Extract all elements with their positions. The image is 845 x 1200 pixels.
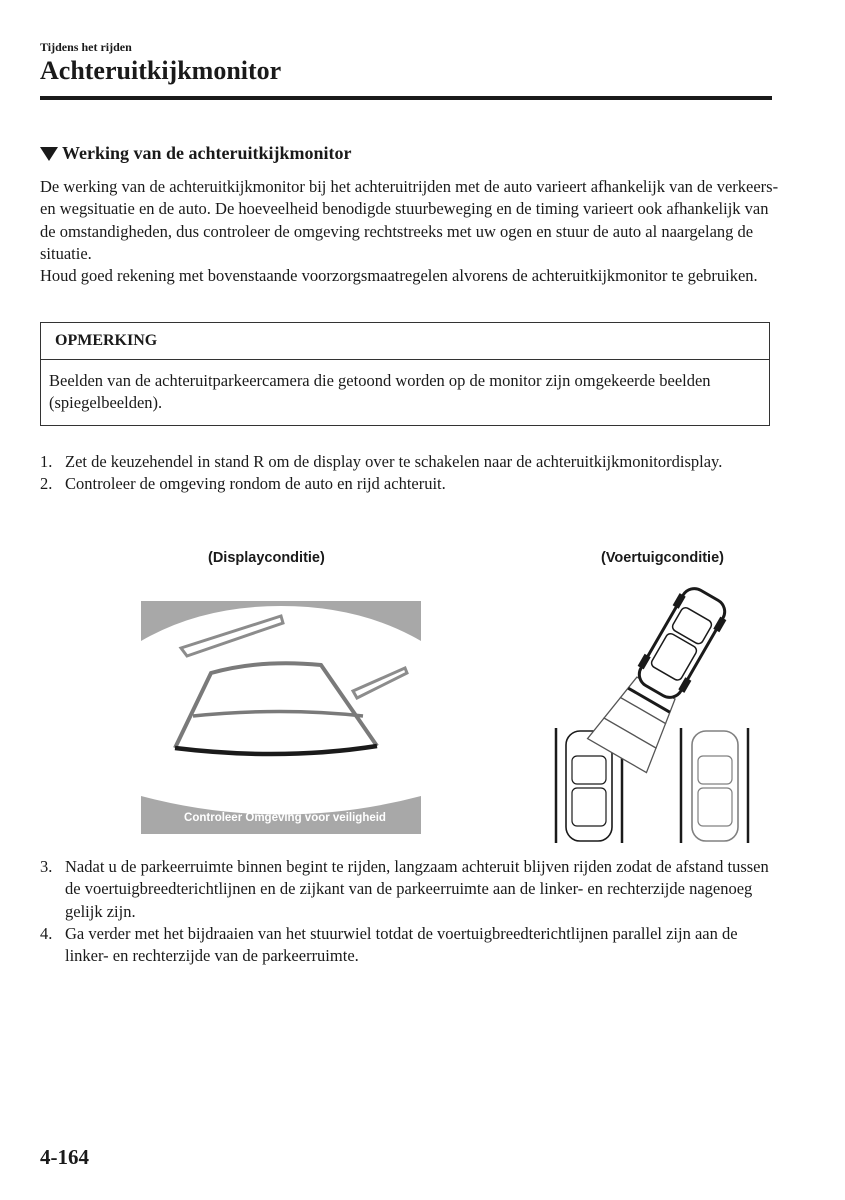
list-item [40,856,780,923]
note-text: Beelden van de achteruitparkeercamera die getoond worden op de monitor zijn omgekeerde beelden (spiegelbeelden). [49,371,711,413]
triangle-bullet-icon [40,147,58,161]
step-text: Controleer de omgeving rondom de auto en rijd achteruit. [65,474,446,494]
rear-camera-display-illustration [141,601,421,834]
display-caption: Controleer Omgeving voor veiligheid [184,812,386,824]
step-text: Zet de keuzehendel in stand R om de display over te schakelen naar de achteruitkijkmonitordisplay. [65,452,723,471]
intro-paragraph: De werking van de achteruitkijkmonitor bij het achteruitrijden met de auto varieert afhankelijk van de verkeers- en wegsituatie en de auto. De hoeveelheid benodigde stuurbeweging en de timing varieert ook afhankelijk van de omstandigheden, dus controleer de omgeving rechtstreeks met uw ogen en stuur de auto al naargelang de situatie. [40,177,779,263]
intro-paragraph: Houd goed rekening met bovenstaande voorzorgsmaatregelen alvorens de achteruitkijkmonitor te gebruiken. [40,266,758,286]
step-text: Nadat u de parkeerruimte binnen begint te rijden, langzaam achteruit blijven rijden zodat de afstand tussen de voertuigbreedterichtlijnen en de zijkant van de parkeerruimte aan de linker- en rechterzijde nagenoeg gelijk zijn. [65,857,769,921]
list-item [40,473,780,495]
page-title: Achteruitkijkmonitor [40,56,282,85]
steps-list-bottom [40,856,780,967]
step-number: 3. [40,857,53,876]
step-text: Ga verder met het bijdraaien van het stuurwiel totdat de voertuigbreedterichtlijnen parallel zijn aan de linker- en rechterzijde van de parkeerruimte. [65,923,738,966]
note-heading: OPMERKING [41,323,769,360]
page-number: 4-164 [40,1145,89,1169]
section-label: Tijdens het rijden [40,40,132,54]
steps-list-top [40,451,780,496]
step-number: 4. [40,923,53,943]
step-number: 1. [40,452,53,471]
title-rule [40,96,772,100]
list-item [40,923,780,968]
parked-car-right [692,731,738,841]
note-box [40,322,770,426]
display-condition-label: (Displayconditie) [208,550,325,566]
intro-text [40,176,780,287]
subheading-text: Werking van de achteruitkijkmonitor [62,143,352,163]
step-number: 2. [40,474,53,494]
vehicle-condition-label: (Voertuigconditie) [601,550,724,566]
subheading [40,143,352,164]
list-item [40,451,780,473]
vehicle-condition-illustration [548,578,758,846]
